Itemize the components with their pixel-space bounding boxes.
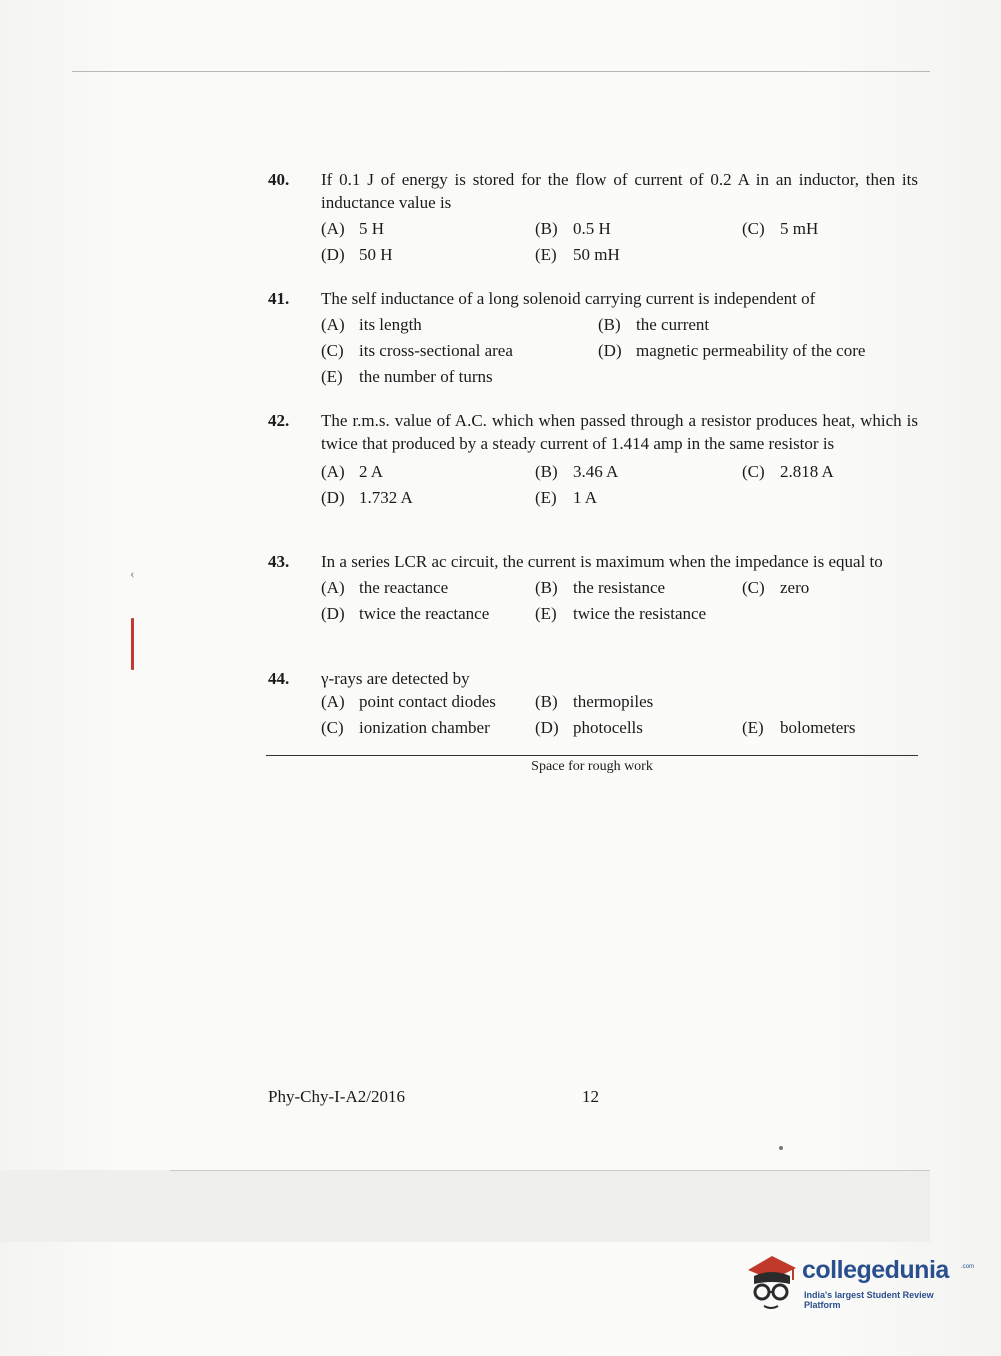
options-row <box>321 602 918 628</box>
option-b[interactable]: (B) the current <box>598 315 710 334</box>
mascot-icon <box>742 1250 800 1314</box>
option-a[interactable]: (A) its length <box>321 315 422 334</box>
option-b[interactable]: (B) 0.5 H <box>535 219 611 238</box>
brand-domain: .com <box>961 1264 975 1270</box>
options-row <box>321 460 918 486</box>
option-d[interactable]: (D) magnetic permeability of the core <box>598 341 866 360</box>
option-c[interactable]: (C) 2.818 A <box>742 462 834 481</box>
options-row <box>321 313 918 339</box>
question-number: 41. <box>268 289 290 308</box>
brand-tagline: India's largest Student Review Platform <box>804 1290 934 1310</box>
option-e[interactable]: (E) bolometers <box>742 718 856 737</box>
option-b[interactable]: (B) thermopiles <box>535 692 654 711</box>
option-a[interactable]: (A) the reactance <box>321 578 449 597</box>
question-text: The self inductance of a long solenoid carrying current is independent of <box>321 289 816 308</box>
margin-mark <box>131 618 134 670</box>
options-row <box>321 690 918 716</box>
options-row <box>321 576 918 602</box>
collegedunia-watermark <box>742 1250 975 1314</box>
page-shadow <box>0 1170 930 1242</box>
option-e[interactable]: (E) the number of turns <box>321 367 493 386</box>
option-c[interactable]: (C) 5 mH <box>742 219 819 238</box>
question-number: 42. <box>268 411 290 430</box>
question-43 <box>268 550 918 628</box>
option-b[interactable]: (B) 3.46 A <box>535 462 619 481</box>
option-a[interactable]: (A) 2 A <box>321 462 384 481</box>
option-a[interactable]: (A) point contact diodes <box>321 692 496 711</box>
option-e[interactable]: (E) 1 A <box>535 488 598 507</box>
option-d[interactable]: (D) 50 H <box>321 245 393 264</box>
question-40 <box>268 168 918 269</box>
question-number: 44. <box>268 669 290 688</box>
brand-name: collegedunia <box>802 1256 949 1284</box>
option-e[interactable]: (E) twice the resistance <box>535 604 707 623</box>
page-edge <box>170 1170 930 1171</box>
question-text: γ-rays are detected by <box>321 669 470 688</box>
scan-speck <box>779 1146 783 1150</box>
options-row <box>321 339 918 365</box>
option-d[interactable]: (D) photocells <box>535 718 643 737</box>
options-row <box>321 243 918 269</box>
question-41 <box>268 287 918 391</box>
question-44 <box>268 667 918 742</box>
option-c[interactable]: (C) ionization chamber <box>321 718 490 737</box>
question-42 <box>268 409 918 512</box>
question-text: The r.m.s. value of A.C. which when passed through a resistor produces heat, which is twice that produced by a steady current of 1.414 amp in the same resistor is <box>321 411 918 453</box>
page-number: 12 <box>582 1087 599 1106</box>
margin-tick: ‹ <box>130 567 135 582</box>
top-rule <box>72 71 930 72</box>
option-c[interactable]: (C) zero <box>742 578 810 597</box>
option-b[interactable]: (B) the resistance <box>535 578 666 597</box>
option-e[interactable]: (E) 50 mH <box>535 245 620 264</box>
question-text: In a series LCR ac circuit, the current is maximum when the impedance is equal to <box>321 552 883 571</box>
option-a[interactable]: (A) 5 H <box>321 219 385 238</box>
option-d[interactable]: (D) 1.732 A <box>321 488 413 507</box>
option-d[interactable]: (D) twice the reactance <box>321 604 490 623</box>
options-row <box>321 365 918 391</box>
question-text: If 0.1 J of energy is stored for the flow of current of 0.2 A in an inductor, then its inductance value is <box>321 170 918 212</box>
paper-code: Phy-Chy-I-A2/2016 <box>268 1087 405 1106</box>
rough-work-divider <box>266 755 918 756</box>
options-row <box>321 217 918 243</box>
rough-work-label: Space for rough work <box>531 759 653 774</box>
option-c[interactable]: (C) its cross-sectional area <box>321 341 513 360</box>
options-row <box>321 716 918 742</box>
options-row <box>321 486 918 512</box>
question-number: 40. <box>268 170 290 189</box>
question-number: 43. <box>268 552 290 571</box>
